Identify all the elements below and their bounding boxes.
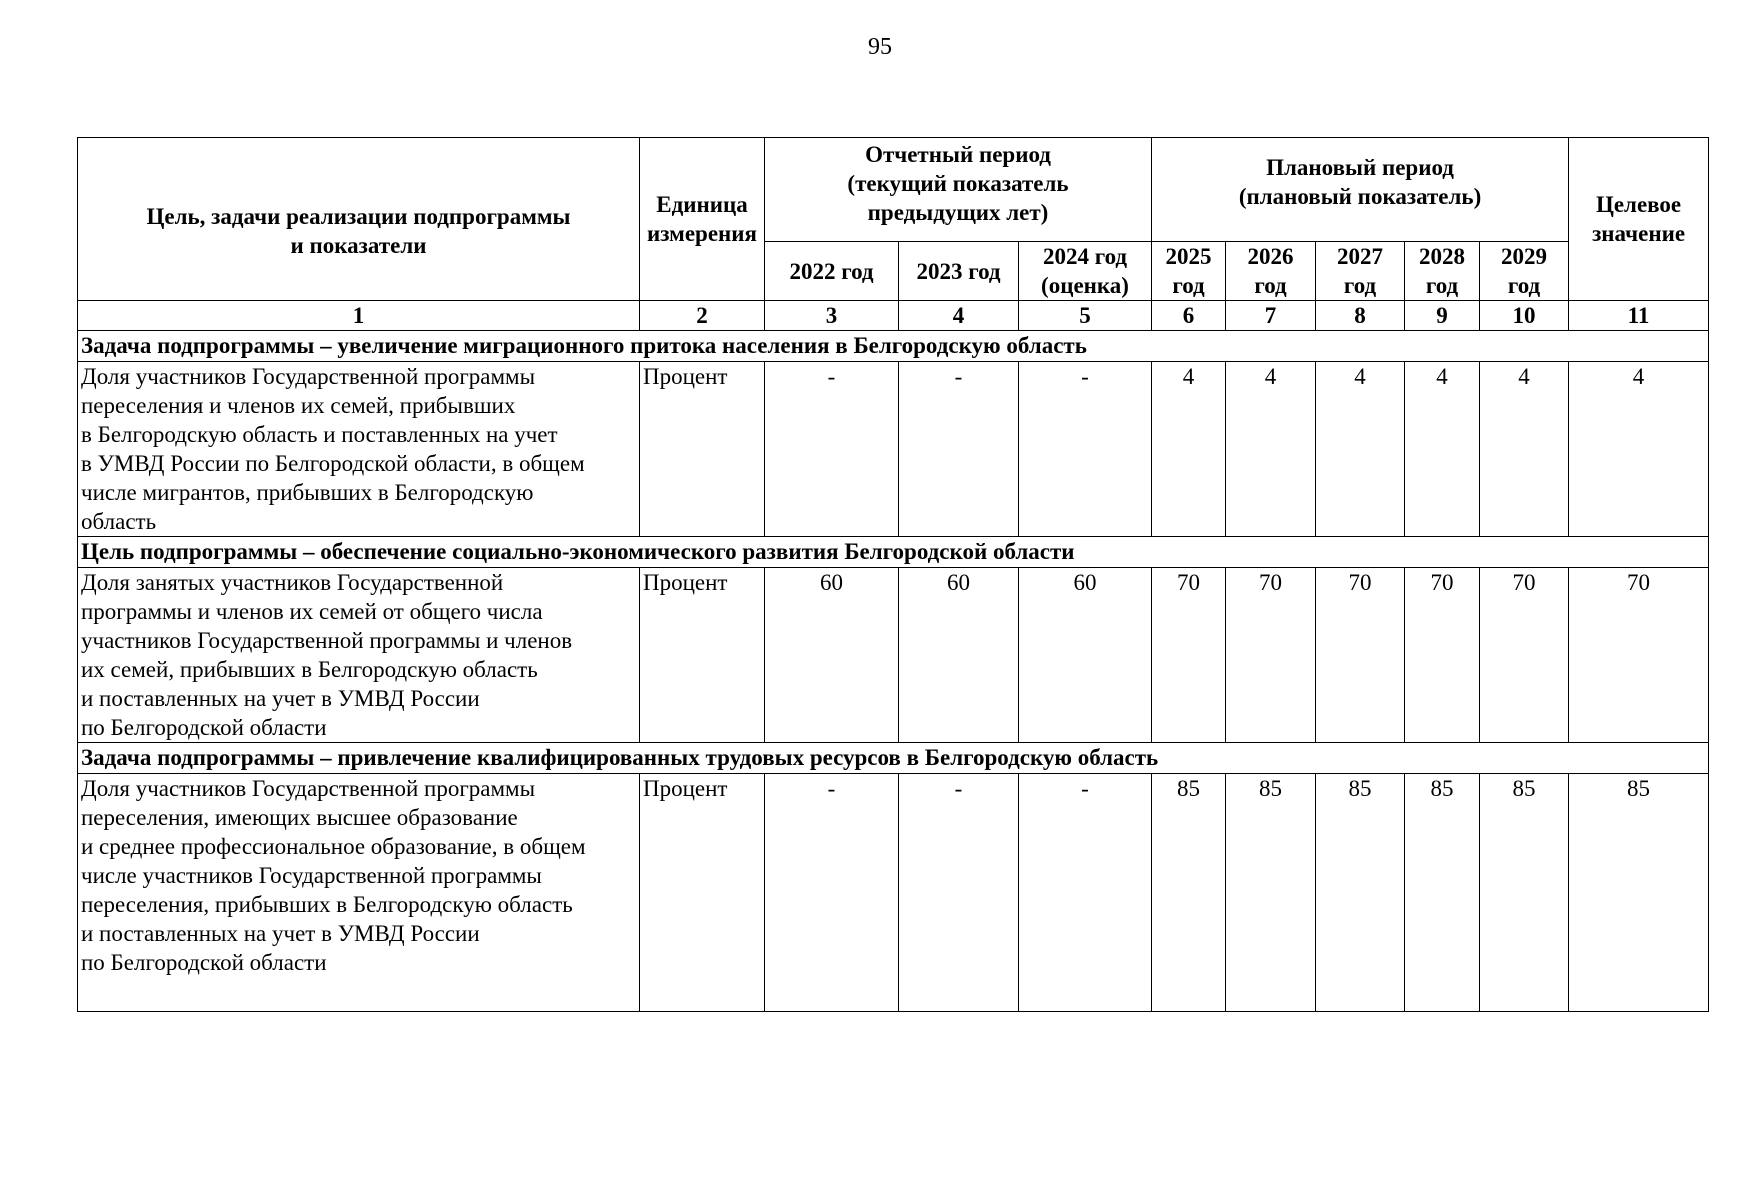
column-number: 4 [899, 301, 1019, 331]
column-number: 6 [1152, 301, 1226, 331]
header-year-2023: 2023 год [899, 242, 1019, 301]
column-number: 11 [1569, 301, 1709, 331]
value-2029: 85 [1480, 774, 1569, 1012]
section-title-row [78, 331, 1709, 362]
section-title-row [78, 537, 1709, 568]
value-2026: 4 [1226, 362, 1316, 537]
value-2023: 60 [899, 568, 1019, 743]
section-title: Цель подпрограммы – обеспечение социально-экономического развития Белгородской области [78, 537, 1709, 568]
header-planned-period: Плановый период (плановый показатель) [1152, 138, 1569, 242]
value-2028: 70 [1405, 568, 1480, 743]
header-unit-column: Единица измерения [640, 138, 765, 301]
value-2029: 4 [1480, 362, 1569, 537]
column-number: 5 [1019, 301, 1152, 331]
value-2022: - [765, 362, 899, 537]
value-2027: 4 [1316, 362, 1405, 537]
value-2027: 70 [1316, 568, 1405, 743]
column-number: 3 [765, 301, 899, 331]
header-year-2025: 2025 год [1152, 242, 1226, 301]
indicator-unit: Процент [640, 362, 765, 537]
value-target: 70 [1569, 568, 1709, 743]
value-2026: 70 [1226, 568, 1316, 743]
value-2022: - [765, 774, 899, 1012]
table-row [78, 362, 1709, 537]
value-2024: 60 [1019, 568, 1152, 743]
column-number-row [78, 301, 1709, 331]
value-2024: - [1019, 362, 1152, 537]
section-title-row [78, 743, 1709, 774]
value-2025: 4 [1152, 362, 1226, 537]
header-year-2024: 2024 год (оценка) [1019, 242, 1152, 301]
header-year-2029: 2029 год [1480, 242, 1569, 301]
value-2023: - [899, 362, 1019, 537]
header-reporting-period: Отчетный период (текущий показатель предыдущих лет) [765, 138, 1152, 242]
header-goal-column: Цель, задачи реализации подпрограммы и показатели [78, 138, 640, 301]
value-2026: 85 [1226, 774, 1316, 1012]
value-2027: 85 [1316, 774, 1405, 1012]
value-2024: - [1019, 774, 1152, 1012]
indicator-unit: Процент [640, 568, 765, 743]
column-number: 9 [1405, 301, 1480, 331]
column-number: 1 [78, 301, 640, 331]
page-number: 95 [868, 34, 892, 60]
indicator-name: Доля участников Государственной программы переселения, имеющих высшее образование и среднее профессиональное образование, в общем числе участников Государственной программы переселения, прибывших в Белгородскую область и поставленных на учет в УМВД России по Белгородской области [78, 774, 640, 1012]
value-2023: - [899, 774, 1019, 1012]
table-row [78, 774, 1709, 1012]
header-year-2026: 2026 год [1226, 242, 1316, 301]
value-2029: 70 [1480, 568, 1569, 743]
indicator-name: Доля участников Государственной программы переселения и членов их семей, прибывших в Белгородскую область и поставленных на учет в УМВД России по Белгородской области, в общем числе мигрантов, прибывших в Белгородскую область [78, 362, 640, 537]
value-2028: 4 [1405, 362, 1480, 537]
value-2022: 60 [765, 568, 899, 743]
column-number: 10 [1480, 301, 1569, 331]
header-year-2027: 2027 год [1316, 242, 1405, 301]
header-year-2028: 2028 год [1405, 242, 1480, 301]
indicators-table [77, 137, 1709, 1012]
column-number: 7 [1226, 301, 1316, 331]
section-title: Задача подпрограммы – увеличение миграционного притока населения в Белгородскую область [78, 331, 1709, 362]
table-row [78, 568, 1709, 743]
value-target: 85 [1569, 774, 1709, 1012]
indicator-unit: Процент [640, 774, 765, 1012]
value-2028: 85 [1405, 774, 1480, 1012]
column-number: 8 [1316, 301, 1405, 331]
header-year-2022: 2022 год [765, 242, 899, 301]
section-title: Задача подпрограммы – привлечение квалифицированных трудовых ресурсов в Белгородскую область [78, 743, 1709, 774]
value-2025: 85 [1152, 774, 1226, 1012]
indicator-name: Доля занятых участников Государственной программы и членов их семей от общего числа участников Государственной программы и членов их семей, прибывших в Белгородскую область и поставленных на учет в УМВД России по Белгородской области [78, 568, 640, 743]
header-target-value: Целевое значение [1569, 138, 1709, 301]
value-2025: 70 [1152, 568, 1226, 743]
value-target: 4 [1569, 362, 1709, 537]
column-number: 2 [640, 301, 765, 331]
